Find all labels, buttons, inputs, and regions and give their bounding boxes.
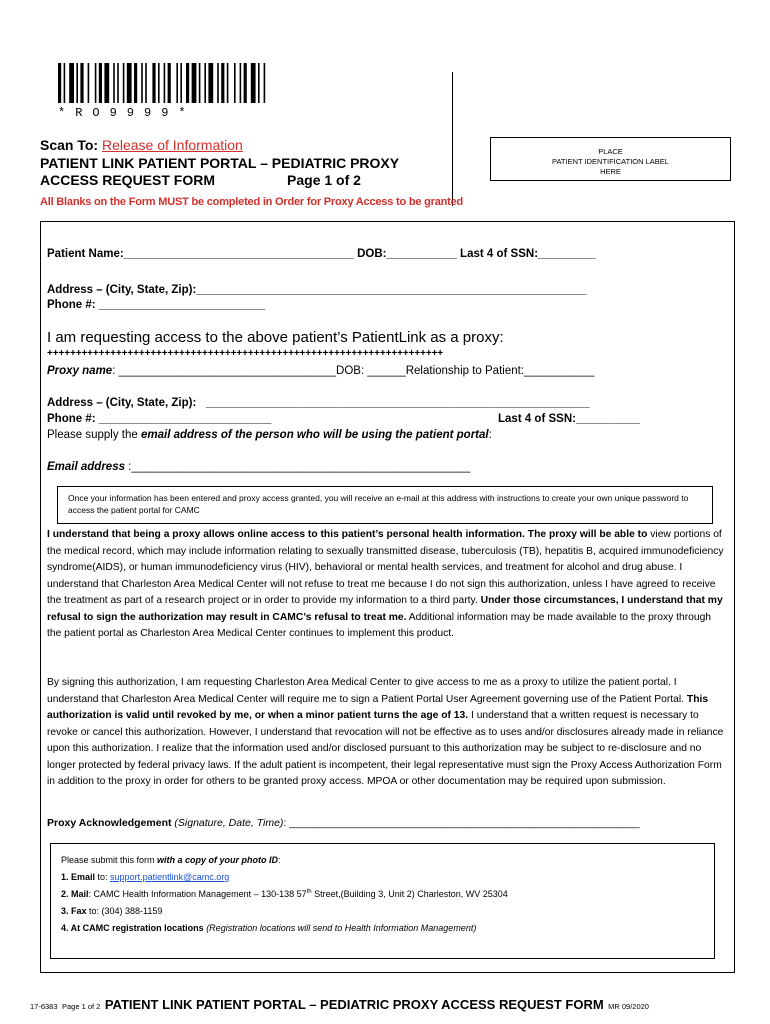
mail-option-text: : CAMC Health Information Management – 130-138 57 [88, 889, 307, 899]
email-prompt-emph: email address of the person who will be using the patient portal [140, 429, 489, 441]
place-label-line3: HERE [600, 167, 621, 176]
barcode-bar [221, 63, 224, 103]
footer-page: Page 1 of 2 [61, 1002, 101, 1011]
patient-phone-field[interactable]: Phone #: __________________________ [47, 299, 266, 311]
email-option-label: 1. Email [61, 872, 96, 882]
support-email-link[interactable]: support.patientlink@camc.org [110, 872, 230, 882]
footer-form-number: 17-6383 [30, 1002, 58, 1011]
email-label: Email address [47, 461, 125, 473]
email-option-sep: to: [95, 872, 111, 882]
barcode-bar [113, 63, 115, 103]
understand-text2: Additional information may be made available to the proxy through the patient portal as Charleston Area Medical Center continues to implement this product. [47, 611, 712, 639]
barcode-bar [186, 63, 189, 103]
proxy-name-field[interactable] [47, 365, 594, 377]
barcode-bar [158, 63, 160, 103]
ack-hint: (Signature, Date, Time) [171, 817, 284, 829]
barcode-bar [168, 63, 171, 103]
submit-intro-suffix: : [278, 855, 281, 865]
header-divider [452, 72, 453, 206]
mail-option-label: 2. Mail [61, 889, 89, 899]
understand-paragraph [47, 527, 725, 643]
barcode-bar [234, 63, 236, 103]
barcode-bar [88, 63, 90, 103]
proxy-acknowledgement-field[interactable] [47, 817, 640, 829]
understand-text1: view portions of the medical record, which may include information relating to sexually transmitted disease, tuberculosis (TB), hepatitis B, acquired immunodeficiency syndrome(AIDS), or human immunodeficiency virus (HIV), behavioral or mental health services, and treatment for alcohol and drug abuse. I understand that Charleston Area Medical Center will not refuse to treat me because I do not sign this authorization, unless I have agreed to receive the treatment as part of a research project or in order to provide my information to a third party. [47, 529, 724, 606]
barcode-bar [117, 63, 119, 103]
mail-option-sup: th [306, 889, 312, 895]
signing-text1: By signing this authorization, I am requesting Charleston Area Medical Center to give access to me as a proxy to utilize the patient portal. I understand that Charleston Area Medical Center will require me to sign a Patient Portal User Agreement governing use of the Patient Portal. [47, 677, 687, 705]
barcode-bar [251, 63, 256, 103]
barcode-bar [104, 63, 109, 103]
mail-option-text2: Street,(Building 3, Unit 2) Charleston, WV 25304 [311, 889, 508, 899]
barcode-bar [217, 63, 219, 103]
barcode-bar [58, 63, 61, 103]
ack-label: Proxy Acknowledgement [47, 817, 172, 829]
barcode-bar [64, 63, 66, 103]
barcode-bar [192, 63, 197, 103]
email-prompt [47, 429, 492, 441]
barcode-bar [152, 63, 155, 103]
submit-option-fax [61, 906, 704, 916]
submit-option-email [61, 872, 704, 882]
fax-option-label: 3. Fax [61, 906, 87, 916]
barcode-bar [127, 63, 132, 103]
submit-intro-emph: with a copy of your photo ID [157, 855, 279, 865]
barcode-bar [240, 63, 242, 103]
barcode-bar [99, 63, 102, 103]
submission-instructions-box [50, 843, 715, 959]
barcode-bar [164, 63, 166, 103]
barcode-bar [141, 63, 143, 103]
email-prompt-prefix: Please supply the [47, 429, 141, 441]
understand-bold-intro: I understand that being a proxy allows online access to this patient’s personal health information. The proxy will be able to [47, 529, 648, 540]
form-title-line2 [40, 172, 361, 188]
barcode-bar [264, 63, 266, 103]
form-title-text: ACCESS REQUEST FORM [40, 172, 216, 188]
form-title-line1: PATIENT LINK PATIENT PORTAL – PEDIATRIC PROXY [40, 155, 400, 171]
scan-to-target: Release of Information [101, 137, 243, 153]
signing-bold: This authorization is valid until revoked by me, or when a minor patient turns the age of 13. [47, 693, 709, 721]
proxy-phone-field[interactable]: Phone #: ___________________________ [47, 413, 272, 425]
barcode-bar [95, 63, 97, 103]
barcode-caption: *RO9999* [58, 106, 196, 120]
place-label-line2: PATIENT IDENTIFICATION LABEL [552, 157, 669, 166]
barcode [58, 63, 298, 103]
email-field[interactable] [47, 461, 470, 473]
proxy-request-heading: I am requesting access to the above patient’s PatientLink as a proxy: [47, 329, 504, 346]
submit-intro-text: Please submit this form [61, 855, 158, 865]
barcode-bar [80, 63, 83, 103]
barcode-bar [204, 63, 206, 103]
barcode-bar [176, 63, 178, 103]
submit-intro [61, 855, 704, 865]
patient-label-box [490, 137, 731, 181]
proxy-ssn-field[interactable]: Last 4 of SSN:__________ [498, 413, 640, 425]
barcode-bar [244, 63, 247, 103]
section-divider: +++++++++++++++++++++++++++++++++++++++++++++++++++++++++++++++++++++ [47, 348, 444, 359]
signing-paragraph [47, 675, 725, 791]
required-warning: All Blanks on the Form MUST be completed in Order for Proxy Access to be granted [40, 196, 464, 208]
scan-to-label: Scan To: [40, 137, 99, 153]
submit-option-camc [61, 923, 704, 933]
fax-option-text: to: (304) 388-1159 [86, 906, 163, 916]
patient-address-field[interactable]: Address – (City, State, Zip):_____________________________________________________________ [47, 284, 587, 296]
barcode-bar [76, 63, 78, 103]
email-notice-box: Once your information has been entered and proxy access granted, you will receive an e-mail at this address with instructions to create your own unique password to access the patient portal for CAMC [57, 486, 713, 524]
page-indicator: Page 1 of 2 [287, 172, 361, 188]
proxy-address-field[interactable]: Address – (City, State, Zip): ____________________________________________________________ [47, 397, 590, 409]
camc-option-text: (Registration locations will send to Health Information Management) [203, 923, 477, 933]
proxy-name-rest: : __________________________________DOB: ______Relationship to Patient:___________ [112, 365, 595, 377]
barcode-bar [258, 63, 260, 103]
patient-name-field[interactable]: Patient Name:____________________________________ DOB:___________ Last 4 of SSN:_________ [47, 248, 596, 260]
barcode-bar [123, 63, 125, 103]
proxy-name-label: Proxy name [47, 365, 113, 377]
scan-to [40, 137, 243, 153]
place-label-line1: PLACE [598, 147, 623, 156]
submit-option-mail [61, 889, 704, 899]
ack-blank: : ____________________________________________________________ [283, 817, 640, 829]
barcode-bar [180, 63, 182, 103]
camc-option-label: 4. At CAMC registration locations [61, 923, 204, 933]
barcode-bar [145, 63, 147, 103]
barcode-bar [134, 63, 137, 103]
footer-title: PATIENT LINK PATIENT PORTAL – PEDIATRIC PROXY ACCESS REQUEST FORM [104, 997, 604, 1012]
signing-text2: I understand that a written request is necessary to revoke or cancel this authorization. However, I understand that revocation will not be effective as to uses and/or disclosures already made in reliance upon this authorization. I realize that the information used and/or disclosed pursuant to this authorization may be subject to re-disclosure and no longer protected by federal privacy laws. If the adult patient is incompetent, their legal representative must sign the Proxy Access Authorization Form in addition to the proxy in order for others to be granted proxy access. MPOA or other documentation may be required upon submission. [47, 710, 724, 787]
footer [30, 996, 649, 1014]
barcode-bar [69, 63, 74, 103]
barcode-bar [227, 63, 229, 103]
understand-bold-mid: Under those circumstances, I understand that my refusal to sign the authorization may result in CAMC’s refusal to treat me. [47, 595, 723, 623]
email-prompt-suffix: : [488, 429, 492, 441]
barcode-bar [199, 63, 201, 103]
email-blank: :_____________________________________________________ [124, 461, 471, 473]
barcode-bar [208, 63, 213, 103]
footer-revision: MR 09/2020 [608, 1002, 649, 1011]
